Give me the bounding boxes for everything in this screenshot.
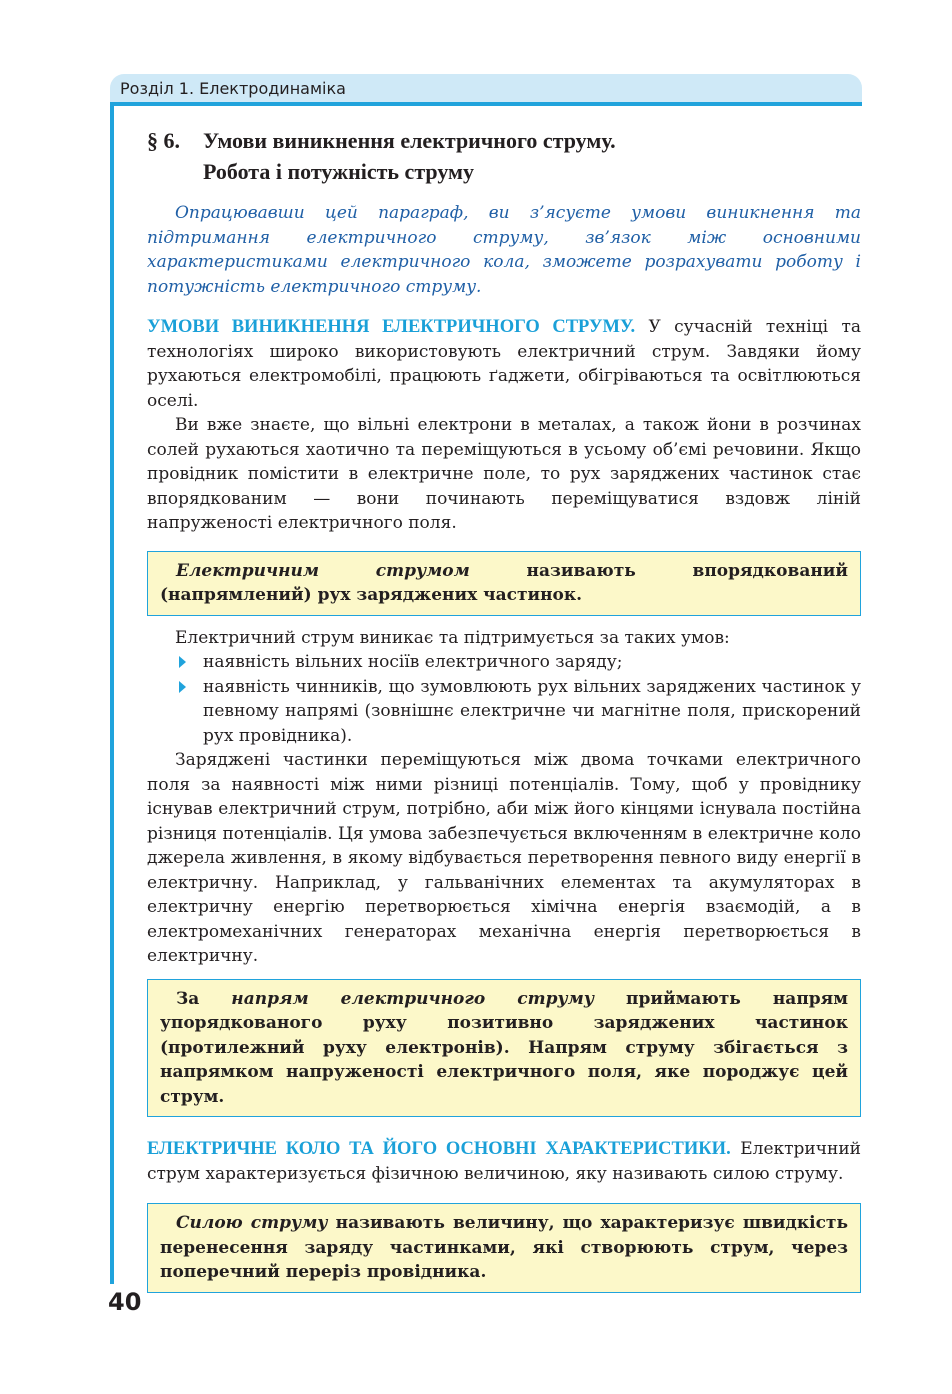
block1-paragraph xyxy=(147,315,861,413)
chapter-header xyxy=(110,74,862,102)
section-number: § 6. xyxy=(147,128,180,153)
block2-text: Електричний струм характеризується фізичною величиною, яку називають силою струму. xyxy=(147,1139,861,1184)
def2-term: напрям електричного струму xyxy=(231,988,594,1009)
intro-paragraph: Опрацювавши цей параграф, ви з’ясуєте умови виникнення та підтримання електричного струму, зв’язок між основними характеристиками електричного кола, зможете розрахувати роботу і потужність електричного струму. xyxy=(147,203,861,297)
page-number: 40 xyxy=(108,1288,142,1316)
bullet-arrow-icon xyxy=(179,656,186,668)
def2-text: приймають напрям упорядкованого руху позитивно заряджених частинок (протилежний руху електронів). Напрям струму збігається з напрямком напруженості електричного поля, яке породжує цей струм. xyxy=(160,988,848,1107)
block2-paragraph xyxy=(147,1137,861,1186)
charges-paragraph: Заряджені частинки переміщуються між двома точками електричного поля за наявності між ними різниці потенціалів. Тому, щоб у провіднику існував електричний струм, потрібно, аби між його кінцями існувала постійна різниця потенціалів. Ця умова забезпечується включенням в електричне коло джерела живлення, в якому відбувається перетворення певного виду енергії в електричну. Наприклад, у гальванічних елементах та акумуляторах в електричну енергію перетворюється хімічна енергія взаємодій, а в електромеханічних генераторах механічна енергія перетворюється в електричну. xyxy=(147,750,861,966)
side-rule xyxy=(110,106,114,1284)
block1-heading: УМОВИ ВИНИКНЕННЯ ЕЛЕКТРИЧНОГО СТРУМУ. xyxy=(147,317,636,337)
block2-heading: ЕЛЕКТРИЧНЕ КОЛО ТА ЙОГО ОСНОВНІ ХАРАКТЕРИСТИКИ. xyxy=(147,1139,731,1159)
bullet-arrow-icon xyxy=(179,681,186,693)
definition-box-current xyxy=(147,551,861,616)
list-item: наявність чинників, що зумовлюють рух вільних заряджених частинок у певному напрямі (зовнішнє електричне чи магнітне поля, прискорений рух провідника). xyxy=(147,675,861,749)
definition-box-direction xyxy=(147,979,861,1118)
chapter-title: Розділ 1. Електродинаміка xyxy=(120,79,346,98)
section-title-line1: Умови виникнення електричного струму. xyxy=(203,128,616,153)
def1-text: називають впорядкований (напрямлений) рух заряджених частинок. xyxy=(160,560,848,605)
def3-term: Силою струму xyxy=(176,1213,328,1233)
block1-text: У сучасній техніці та технологіях широко використовують електричний струм. Завдяки йому рухаються електромобілі, працюють ґаджети, обігріваються та освітлюються оселі. xyxy=(147,317,861,411)
def3-text: називають величину, що характеризує швидкість перенесення заряду частинками, які створюють струм, через поперечний переріз провідника. xyxy=(160,1213,848,1282)
block1-paragraph2: Ви вже знаєте, що вільні електрони в металах, а також йони в розчинах солей рухаються хаотично та переміщуються в усьому об’ємі речовини. Якщо провідник помістити в електричне поле, то рух заряджених частинок стає впорядкованим — вони починають переміщуватися вздовж ліній напруженості електричного поля. xyxy=(147,415,861,533)
def2-prefix: За xyxy=(176,988,232,1009)
section-title-line2: Робота і потужність струму xyxy=(203,159,475,184)
definition-box-current-strength xyxy=(147,1203,861,1293)
page-content xyxy=(147,125,861,1293)
conditions-intro: Електричний струм виникає та підтримується за таких умов: xyxy=(175,627,730,648)
conditions-list xyxy=(147,650,861,748)
section-title xyxy=(147,125,861,187)
def1-term: Електричним струмом xyxy=(176,560,470,581)
header-rule xyxy=(110,102,862,106)
list-item: наявність вільних носіїв електричного заряду; xyxy=(147,650,861,675)
